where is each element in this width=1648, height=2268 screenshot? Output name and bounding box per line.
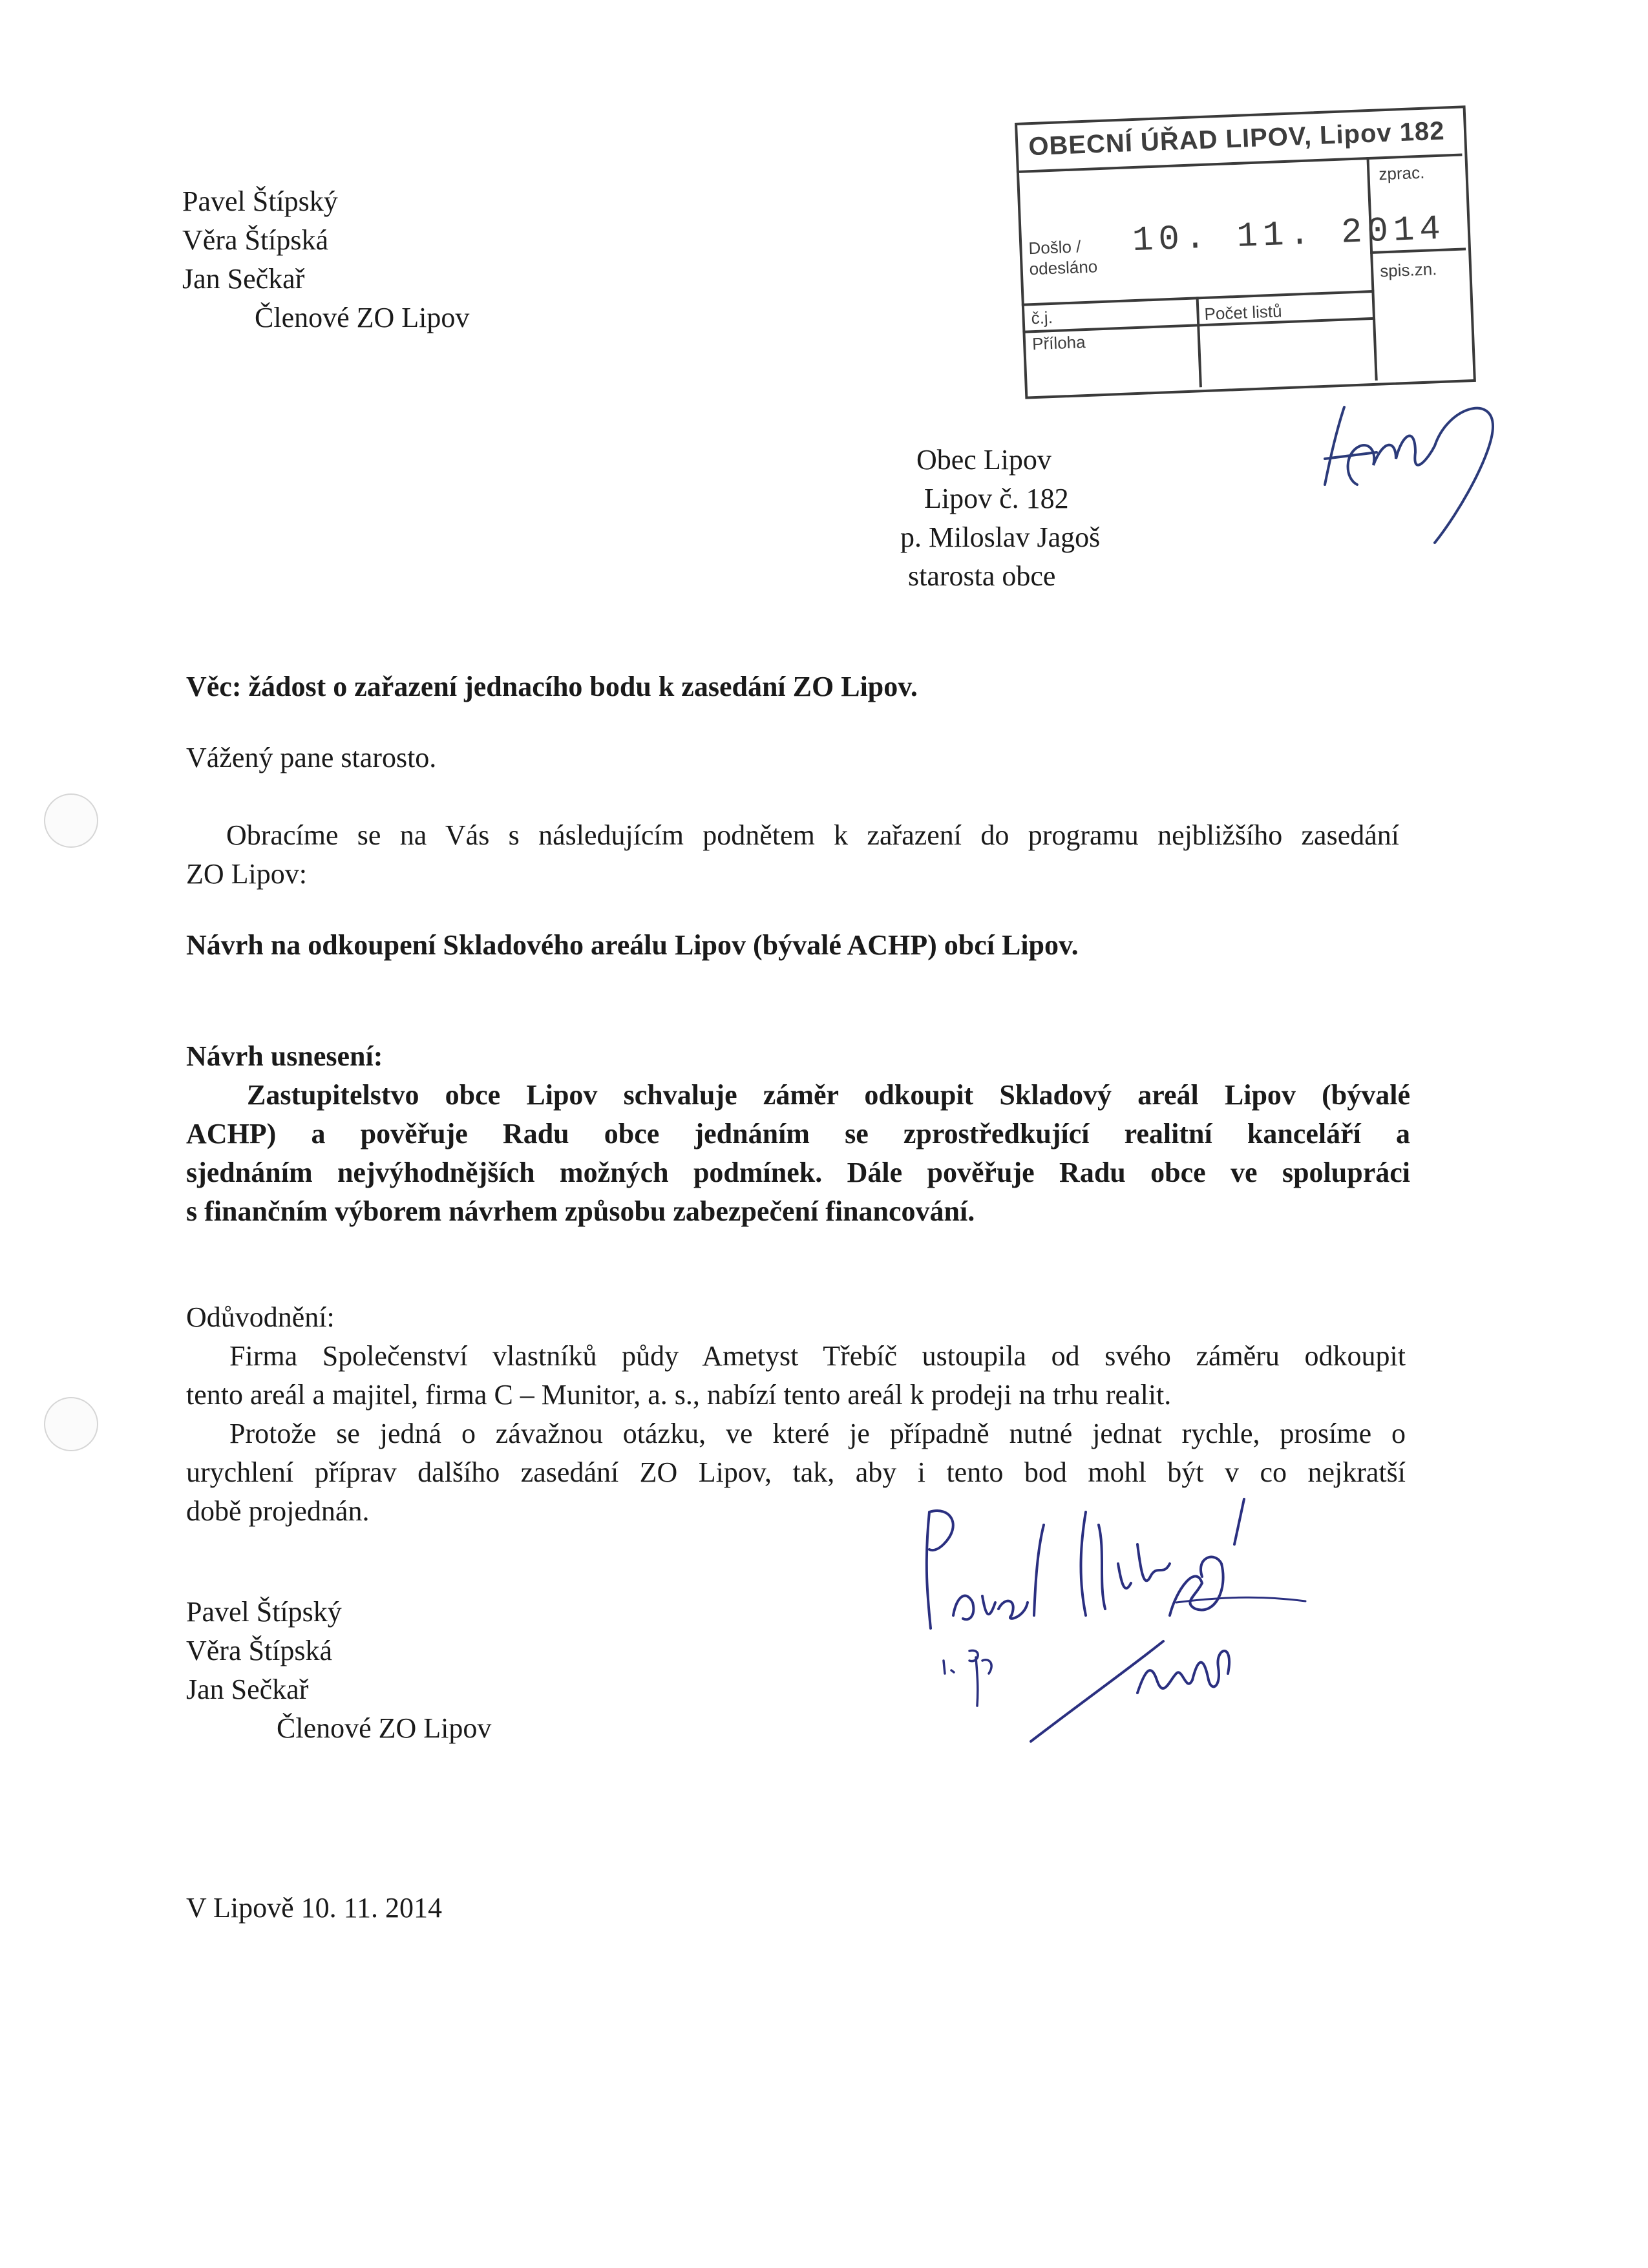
sender-role: Členové ZO Lipov [255, 302, 470, 333]
recipient-line-3: p. Miloslav Jagoš [900, 521, 1101, 553]
stamp-spis-label: spis.zn. [1379, 259, 1437, 281]
justification-line-4: urychlení příprav dalšího zasedání ZO Lipov, tak, aby i tento bod mohl být v co nejkratší [186, 1456, 1406, 1488]
punch-hole-bottom [44, 1397, 98, 1451]
signer-3: Jan Sečkař [186, 1674, 309, 1705]
resolution-line-2: ACHP) a pověřuje Radu obce jednáním se zprostředkující realitní kanceláří a [186, 1118, 1410, 1150]
stamp-priloha-label: Příloha [1031, 332, 1086, 354]
resolution-heading: Návrh usnesení: [186, 1040, 383, 1072]
stamp-cj-label: č.j. [1031, 307, 1053, 328]
justification-line-3: Protože se jedná o závažnou otázku, ve které je případně nutné jednat rychle, prosíme o [229, 1418, 1406, 1449]
sender-2: Věra Štípská [182, 224, 329, 256]
stamp-odeslano-label: odesláno [1029, 257, 1098, 279]
signer-2: Věra Štípská [186, 1635, 333, 1666]
signer-1: Pavel Štípský [186, 1596, 342, 1628]
recipient-line-4: starosta obce [908, 560, 1056, 592]
intro-line-2: ZO Lipov: [186, 858, 307, 890]
stamp-date: 10. 11. 2014 [1132, 209, 1446, 262]
recipient-line-2: Lipov č. 182 [924, 483, 1069, 514]
proposal-title: Návrh na odkoupení Skladového areálu Lipov (bývalé ACHP) obcí Lipov. [186, 929, 1079, 961]
sender-3: Jan Sečkař [182, 263, 305, 295]
place-date: V Lipově 10. 11. 2014 [186, 1892, 442, 1924]
punch-hole-top [44, 793, 98, 848]
resolution-line-3: sjednáním nejvýhodnějších možných podmínek. Dále pověřuje Radu obce ve spolupráci [186, 1157, 1410, 1188]
registry-stamp [1015, 105, 1477, 407]
justification-heading: Odůvodnění: [186, 1301, 335, 1333]
stamp-initials-signature [1299, 381, 1512, 556]
stamp-zprac-label: zprac. [1378, 162, 1425, 184]
resolution-line-4: s finančním výborem návrhem způsobu zabezpečení financování. [186, 1195, 975, 1227]
subject-line: Věc: žádost o zařazení jednacího bodu k zasedání ZO Lipov. [186, 671, 918, 702]
recipient-line-1: Obec Lipov [916, 444, 1051, 476]
intro-line-1: Obracíme se na Vás s následujícím podnětem k zařazení do programu nejbližšího zasedání [226, 819, 1399, 851]
handwritten-signatures [892, 1486, 1344, 1758]
justification-line-1: Firma Společenství vlastníků půdy Ametyst Třebíč ustoupila od svého záměru odkoupit [229, 1340, 1406, 1372]
third-signature [1031, 1641, 1229, 1741]
stamp-title: OBECNÍ ÚŘAD LIPOV, Lipov 182 [1028, 116, 1446, 162]
stamp-doslo-label: Došlo / [1028, 236, 1081, 258]
sender-1: Pavel Štípský [182, 185, 338, 217]
justification-line-5: době projednán. [186, 1495, 370, 1527]
justification-line-2: tento areál a majitel, firma C – Munitor, a. s., nabízí tento areál k prodeji na trhu realit. [186, 1379, 1172, 1411]
stamp-pocet-label: Počet listů [1204, 301, 1283, 324]
resolution-line-1: Zastupitelstvo obce Lipov schvaluje záměr odkoupit Skladový areál Lipov (bývalé [247, 1079, 1410, 1111]
greeting: Vážený pane starosto. [186, 742, 437, 773]
signers-role: Členové ZO Lipov [277, 1712, 492, 1744]
initials-signature [944, 1650, 991, 1706]
